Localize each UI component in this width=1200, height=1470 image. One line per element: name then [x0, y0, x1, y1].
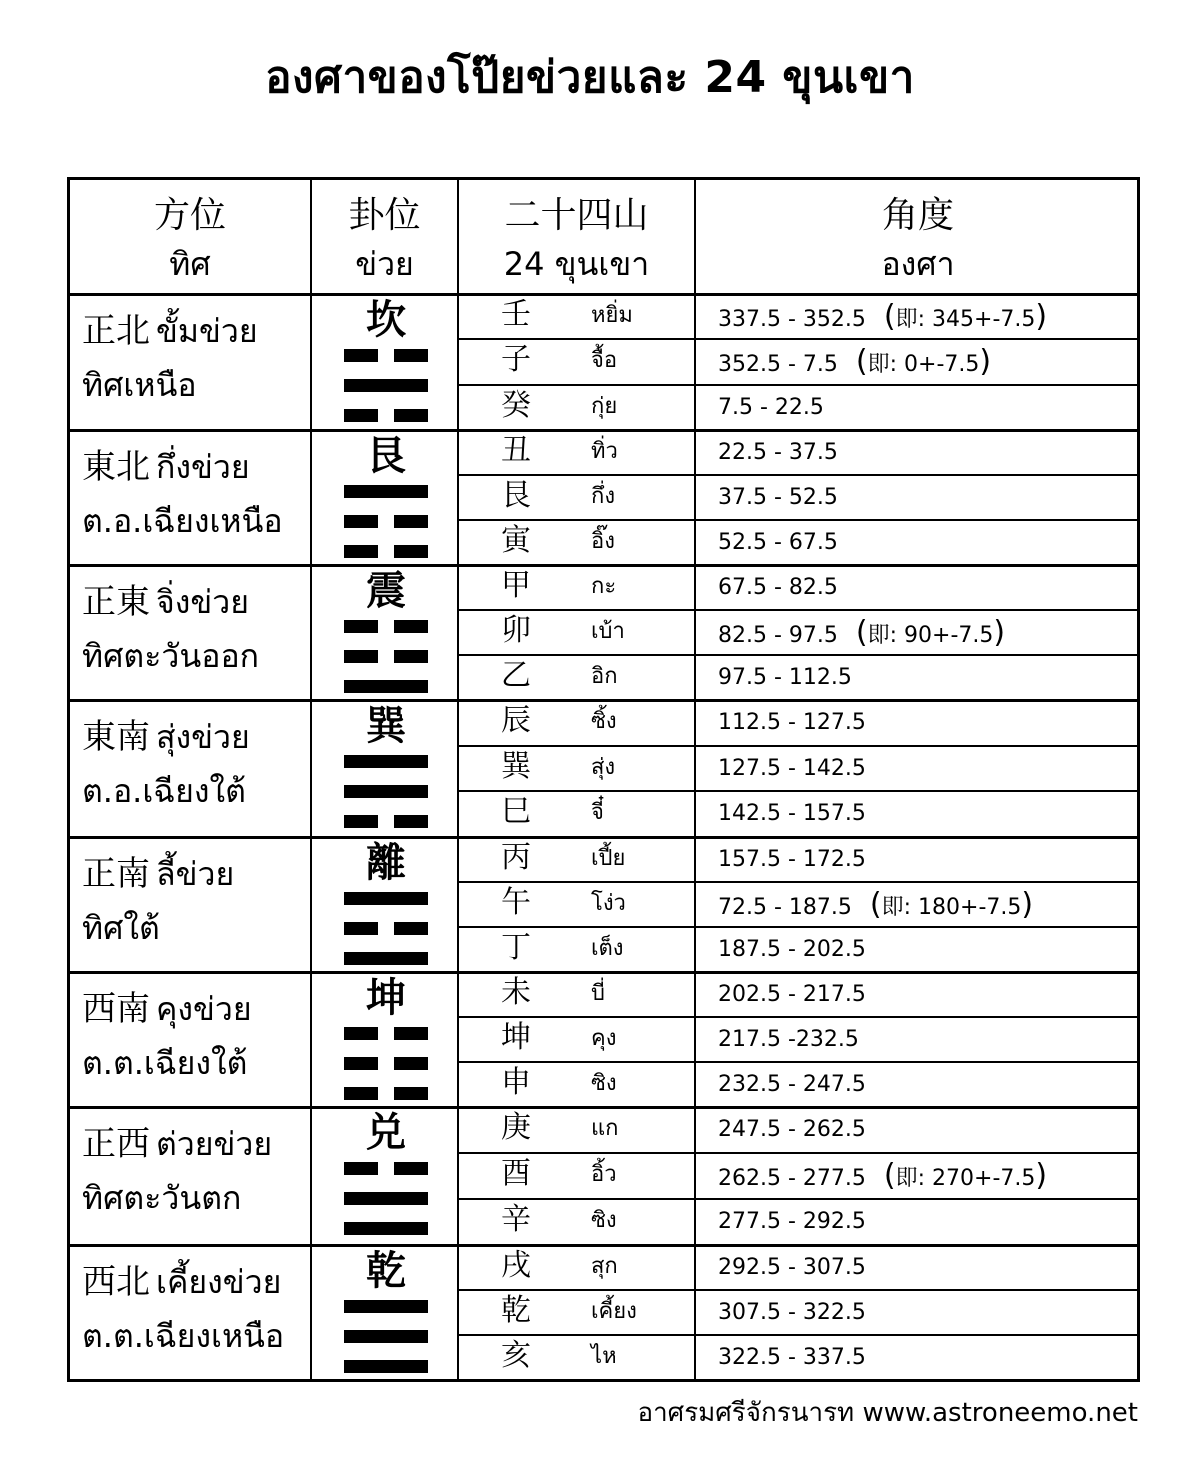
mountain-cell [459, 384, 696, 428]
mountain-cell [459, 1334, 696, 1378]
trigram-character: 震 [366, 567, 406, 614]
trigram-cell [313, 1108, 459, 1236]
direction-line [82, 852, 313, 896]
degree-cell [696, 564, 1140, 608]
trigram-name-th: ขั้มข่วย [156, 312, 258, 350]
degree-note-text: 即: 0+-7.5 [867, 352, 980, 377]
mountain-cell [459, 790, 696, 834]
degree-range [718, 981, 866, 1009]
degree-value: 187.5 - 202.5 [718, 937, 866, 962]
degree-value: 142.5 - 157.5 [718, 801, 866, 826]
mountain-zh: 午 [501, 885, 531, 920]
degree-value: 37.5 - 52.5 [718, 485, 838, 510]
mountain-cell [459, 474, 696, 518]
direction-th: ทิศตะวันตก [82, 1179, 242, 1217]
degree-range [718, 936, 866, 964]
trigram-solid-line [344, 755, 428, 768]
mountain-th: ซิง [591, 1071, 617, 1096]
mountain-zh: 申 [501, 1065, 531, 1100]
degree-cell [696, 474, 1140, 518]
trigram-broken-line [394, 515, 428, 528]
paren-close: ) [1021, 887, 1034, 922]
trigram-broken-line [344, 409, 378, 422]
mountain-cell [459, 926, 696, 970]
direction-zh: 東北 [82, 447, 150, 487]
trigram-broken-line [344, 1087, 378, 1100]
mountain-cell [459, 1016, 696, 1060]
degree-note [883, 1158, 1048, 1193]
mountain-th: เปี้ย [591, 846, 626, 871]
header-direction-zh: 方位 [153, 195, 226, 236]
degree-cell [696, 1198, 1140, 1242]
degree-cell [696, 971, 1140, 1015]
degree-range [718, 1071, 866, 1099]
trigram-broken-line [394, 1087, 428, 1100]
direction-cell [70, 852, 313, 950]
trigram-solid-line [344, 1222, 428, 1235]
direction-th: ทิศเหนือ [82, 366, 197, 404]
mountain-th: โง่ว [591, 891, 626, 916]
mountain-cell [459, 836, 696, 880]
mountain-th: สุก [591, 1254, 618, 1279]
degree-range [718, 1116, 866, 1144]
mountain-cell [459, 609, 696, 653]
mountain-zh: 辛 [501, 1202, 531, 1237]
mountain-cell [459, 745, 696, 789]
mountain-zh: 巳 [501, 794, 531, 829]
degree-range [718, 529, 838, 557]
direction-cell [70, 445, 313, 543]
trigram-broken-line [394, 1057, 428, 1070]
trigram-broken-line [344, 515, 378, 528]
mountain-th: ซิง [591, 1208, 617, 1233]
trigram-cell [313, 701, 459, 829]
degree-value: 112.5 - 127.5 [718, 710, 866, 735]
mountain-cell [459, 564, 696, 608]
degree-range [718, 846, 866, 874]
direction-line [82, 987, 313, 1031]
degree-value: 67.5 - 82.5 [718, 575, 838, 600]
trigram-broken-line [394, 409, 428, 422]
trigram-icon [344, 1300, 428, 1374]
mountain-zh: 丙 [501, 840, 531, 875]
degree-range [718, 344, 992, 379]
paren-close: ) [993, 615, 1006, 650]
degree-value: 157.5 - 172.5 [718, 847, 866, 872]
mountain-zh: 艮 [501, 478, 531, 513]
degree-value: 352.5 - 7.5 [718, 352, 838, 377]
trigram-character: 乾 [366, 1247, 406, 1294]
direction-line [82, 580, 313, 624]
degree-cell [696, 1016, 1140, 1060]
trigram-broken-line [394, 650, 428, 663]
trigram-broken-line [344, 815, 378, 828]
mountain-cell [459, 1289, 696, 1333]
degree-cell [696, 1106, 1140, 1150]
paren-open: ( [855, 615, 868, 650]
trigram-cell [313, 973, 459, 1101]
direction-zh: 正西 [82, 1124, 150, 1164]
direction-th: ต.อ.เฉียงใต้ [82, 772, 246, 810]
direction-cell [70, 987, 313, 1085]
trigram-cell [313, 566, 459, 694]
mountain-zh: 子 [501, 342, 531, 377]
mountain-zh: 未 [501, 975, 531, 1010]
degree-cell [696, 1244, 1140, 1288]
mountain-cell [459, 1244, 696, 1288]
trigram-solid-line [344, 1192, 428, 1205]
degree-range [718, 1158, 1048, 1193]
header-direction-th: ทิศ [169, 245, 211, 283]
degree-range [718, 1254, 866, 1282]
trigram-icon [344, 892, 428, 966]
degree-range [718, 439, 838, 467]
mountain-th: เบ้า [591, 619, 625, 644]
degree-note-text: 即: 345+-7.5 [895, 307, 1036, 332]
direction-th: ต.ต.เฉียงเหนือ [82, 1317, 285, 1355]
mountain-zh: 乾 [501, 1293, 531, 1328]
paren-open: ( [855, 344, 868, 379]
mountain-th: หยิ่ม [591, 303, 633, 328]
mountain-th: จี๋ [591, 800, 604, 825]
paren-open: ( [883, 299, 896, 334]
trigram-solid-line [344, 485, 428, 498]
degree-cell [696, 926, 1140, 970]
direction-zh: 正東 [82, 582, 150, 622]
trigram-character: 兑 [366, 1109, 406, 1156]
degree-note-text: 即: 90+-7.5 [867, 623, 994, 648]
mountain-zh: 丑 [501, 433, 531, 468]
degree-value: 52.5 - 67.5 [718, 530, 838, 555]
trigram-solid-line [344, 892, 428, 905]
mountain-cell [459, 519, 696, 563]
degree-cell [696, 1152, 1140, 1196]
direction-zh: 正北 [82, 311, 150, 351]
mountain-cell [459, 971, 696, 1015]
degree-value: 232.5 - 247.5 [718, 1072, 866, 1097]
direction-zh: 正南 [82, 854, 150, 894]
degree-range [718, 484, 838, 512]
trigram-broken-line [344, 650, 378, 663]
degree-value: 72.5 - 187.5 [718, 895, 852, 920]
direction-cell [70, 309, 313, 407]
degree-value: 322.5 - 337.5 [718, 1345, 866, 1370]
degree-cell [696, 519, 1140, 563]
degree-cell [696, 699, 1140, 743]
trigram-icon [344, 485, 428, 559]
trigram-broken-line [394, 545, 428, 558]
degree-range [718, 1208, 866, 1236]
degree-cell [696, 609, 1140, 653]
mountain-cell [459, 881, 696, 925]
trigram-solid-line [344, 1330, 428, 1343]
direction-cell [70, 580, 313, 678]
trigram-solid-line [344, 379, 428, 392]
trigram-cell [313, 838, 459, 966]
degree-value: 202.5 - 217.5 [718, 982, 866, 1007]
trigram-broken-line [394, 1162, 428, 1175]
mountain-zh: 坤 [501, 1020, 531, 1055]
degree-range [718, 1299, 866, 1327]
trigram-broken-line [344, 349, 378, 362]
trigram-character: 艮 [366, 432, 406, 479]
mountain-cell [459, 1106, 696, 1150]
degree-range [718, 755, 866, 783]
degree-range [718, 709, 866, 737]
trigram-icon [344, 1027, 428, 1101]
trigram-broken-line [394, 349, 428, 362]
degree-note-text: 即: 180+-7.5 [881, 895, 1022, 920]
degree-value: 22.5 - 37.5 [718, 440, 838, 465]
mountain-zh: 卯 [501, 613, 531, 648]
mountain-th: สุ่ง [591, 755, 616, 780]
trigram-name-th: จิ่งข่วย [156, 583, 249, 621]
degree-value: 7.5 - 22.5 [718, 395, 824, 420]
page-title: องศาของโป๊ยข่วยและ 24 ขุนเขา [265, 52, 915, 103]
header-direction [70, 180, 310, 293]
mountain-th: ซิ้ง [591, 709, 617, 734]
mountain-zh: 壬 [501, 297, 531, 332]
header-degree [696, 180, 1140, 293]
paren-open: ( [869, 887, 882, 922]
mountain-th: จื้อ [591, 348, 618, 373]
trigram-broken-line [344, 1027, 378, 1040]
degree-note [869, 887, 1034, 922]
mountain-zh: 庚 [501, 1110, 531, 1145]
trigram-name-th: ต่วยข่วย [156, 1125, 273, 1163]
trigram-icon [344, 620, 428, 694]
trigram-solid-line [344, 1360, 428, 1373]
degree-range [718, 800, 866, 828]
trigram-name-th: ลี้ข่วย [156, 855, 235, 893]
trigram-character: 巽 [366, 702, 406, 749]
degree-cell [696, 654, 1140, 698]
degree-note [855, 615, 1006, 650]
mountain-cell [459, 338, 696, 382]
trigram-broken-line [394, 620, 428, 633]
mountain-zh: 酉 [501, 1156, 531, 1191]
trigram-character: 離 [366, 839, 406, 886]
trigram-icon [344, 1162, 428, 1236]
mountain-th: อิ้ว [591, 1162, 617, 1187]
degree-cell [696, 384, 1140, 428]
degree-value: 337.5 - 352.5 [718, 307, 866, 332]
mountain-cell [459, 699, 696, 743]
mountain-th: คุง [591, 1026, 617, 1051]
degree-range [718, 664, 852, 692]
trigram-icon [344, 755, 428, 829]
direction-line [82, 309, 313, 353]
degree-range [718, 1344, 866, 1372]
trigram-icon [344, 349, 428, 423]
mountain-cell [459, 1198, 696, 1242]
header-mountains-zh: 二十四山 [504, 195, 649, 236]
paren-open: ( [883, 1158, 896, 1193]
degree-note-text: 即: 270+-7.5 [895, 1166, 1036, 1191]
mountain-zh: 辰 [501, 703, 531, 738]
trigram-name-th: สุ่งข่วย [156, 718, 250, 756]
mountain-zh: 亥 [501, 1338, 531, 1373]
mountain-zh: 寅 [501, 523, 531, 558]
trigram-broken-line [394, 1027, 428, 1040]
trigram-broken-line [344, 1057, 378, 1070]
mountain-th: อิก [591, 664, 618, 689]
degree-value: 97.5 - 112.5 [718, 665, 852, 690]
mountain-th: เคี้ยง [591, 1299, 637, 1324]
degree-cell [696, 338, 1140, 382]
degree-range [718, 887, 1034, 922]
trigram-solid-line [344, 680, 428, 693]
degree-range [718, 574, 838, 602]
degree-value: 292.5 - 307.5 [718, 1255, 866, 1280]
mountain-zh: 乙 [501, 658, 531, 693]
trigram-broken-line [344, 1162, 378, 1175]
trigram-character: 坤 [366, 974, 406, 1021]
mountain-zh: 巽 [501, 749, 531, 784]
degree-value: 307.5 - 322.5 [718, 1300, 866, 1325]
degree-range [718, 394, 824, 422]
header-degree-th: องศา [881, 245, 955, 283]
degree-value: 217.5 -232.5 [718, 1027, 859, 1052]
paren-close: ) [1035, 1158, 1048, 1193]
direction-line [82, 445, 313, 489]
trigram-broken-line [344, 620, 378, 633]
trigram-broken-line [394, 815, 428, 828]
degree-cell [696, 429, 1140, 473]
direction-zh: 西北 [82, 1262, 150, 1302]
mountain-th: กึ่ง [591, 484, 616, 509]
footer-credit: อาศรมศรีจักรนารท www.astroneemo.net [637, 1398, 1138, 1428]
degree-cell [696, 1289, 1140, 1333]
direction-cell [70, 1260, 313, 1358]
degree-value: 262.5 - 277.5 [718, 1166, 866, 1191]
trigram-broken-line [344, 545, 378, 558]
mountain-th: กุ่ย [591, 394, 618, 419]
trigram-character: 坎 [366, 296, 406, 343]
degree-value: 277.5 - 292.5 [718, 1209, 866, 1234]
mountain-cell [459, 654, 696, 698]
degree-value: 82.5 - 97.5 [718, 623, 838, 648]
trigram-name-th: เคี้ยงข่วย [156, 1263, 282, 1301]
direction-line [82, 1122, 313, 1166]
header-mountains [459, 180, 694, 293]
header-trigram-zh: 卦位 [348, 195, 421, 236]
trigram-broken-line [394, 922, 428, 935]
header-mountains-th: 24 ขุนเขา [503, 245, 650, 283]
mountain-th: ไห [591, 1344, 617, 1369]
degree-range [718, 299, 1048, 334]
header-trigram [312, 180, 457, 293]
header-trigram-th: ข่วย [355, 245, 414, 283]
mountain-zh: 戌 [501, 1248, 531, 1283]
trigram-solid-line [344, 785, 428, 798]
direction-line [82, 1260, 313, 1304]
direction-th: ทิศตะวันออก [82, 637, 260, 675]
mountain-zh: 丁 [501, 930, 531, 965]
degree-cell [696, 293, 1140, 337]
trigram-name-th: คุงข่วย [156, 990, 252, 1028]
degree-note [883, 299, 1048, 334]
degree-note [855, 344, 992, 379]
direction-cell [70, 1122, 313, 1220]
trigram-name-th: กึ่งข่วย [156, 448, 250, 486]
mountain-th: ทิ่ว [591, 439, 618, 464]
mountain-cell [459, 1152, 696, 1196]
mountain-th: กะ [591, 574, 617, 599]
mountain-cell [459, 1061, 696, 1105]
trigram-solid-line [344, 1300, 428, 1313]
direction-th: ต.ต.เฉียงใต้ [82, 1044, 248, 1082]
degree-cell [696, 881, 1140, 925]
trigram-solid-line [344, 952, 428, 965]
mountain-cell [459, 429, 696, 473]
trigram-cell [313, 295, 459, 423]
degree-cell [696, 1061, 1140, 1105]
degree-table [67, 177, 1140, 1382]
mountain-zh: 癸 [501, 388, 531, 423]
mountain-th: แก [591, 1116, 619, 1141]
paren-close: ) [979, 344, 992, 379]
direction-th: ทิศใต้ [82, 909, 160, 947]
paren-close: ) [1035, 299, 1048, 334]
header-degree-zh: 角度 [881, 195, 954, 236]
trigram-cell [313, 431, 459, 559]
degree-cell [696, 836, 1140, 880]
mountain-cell [459, 293, 696, 337]
mountain-th: เต็ง [591, 936, 624, 961]
degree-cell [696, 790, 1140, 834]
direction-zh: 西南 [82, 989, 150, 1029]
degree-value: 247.5 - 262.5 [718, 1117, 866, 1142]
mountain-zh: 甲 [501, 568, 531, 603]
trigram-broken-line [344, 922, 378, 935]
degree-cell [696, 745, 1140, 789]
direction-line [82, 715, 313, 759]
degree-value: 127.5 - 142.5 [718, 756, 866, 781]
degree-range [718, 1026, 859, 1054]
mountain-th: อิ๊ง [591, 529, 615, 554]
direction-th: ต.อ.เฉียงเหนือ [82, 502, 283, 540]
degree-range [718, 615, 1006, 650]
trigram-cell [313, 1246, 459, 1374]
direction-cell [70, 715, 313, 813]
direction-zh: 東南 [82, 717, 150, 757]
degree-cell [696, 1334, 1140, 1378]
mountain-th: บี่ [591, 981, 605, 1006]
